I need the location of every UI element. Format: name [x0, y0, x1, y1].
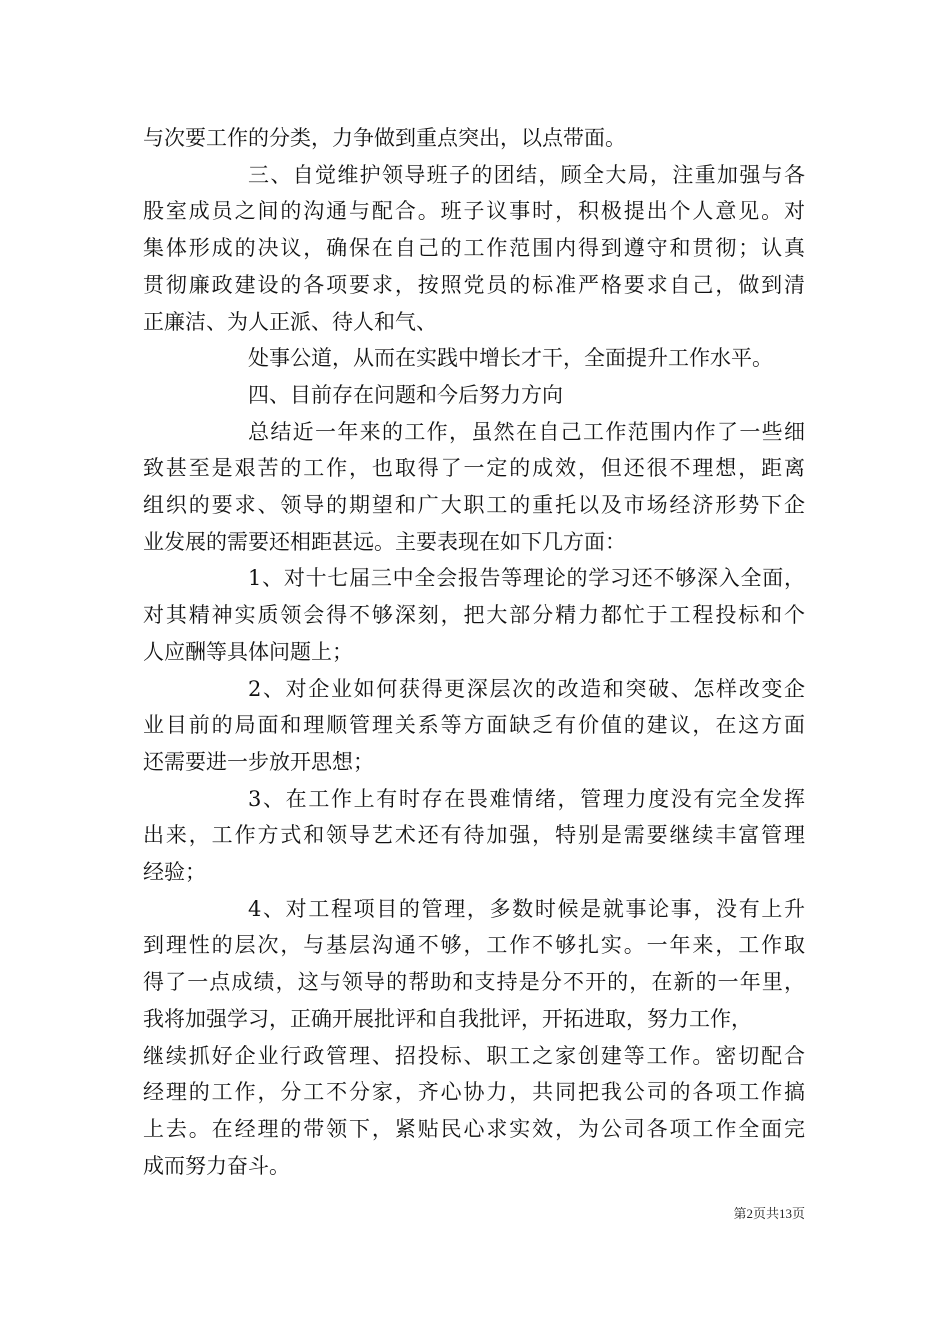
text-line: 股室成员之间的沟通与配合。班子议事时，积极提出个人意见。对	[143, 199, 805, 224]
text-line: 四、目前存在问题和今后努力方向	[248, 382, 563, 407]
text-line: 业发展的需要还相距甚远。主要表现在如下几方面：	[143, 529, 626, 554]
text-line: 得了一点成绩，这与领导的帮助和支持是分不开的，在新的一年里，	[143, 970, 805, 995]
text-line: 1、对十七届三中全会报告等理论的学习还不够深入全面，	[248, 566, 805, 591]
text-line: 4、对工程项目的管理，多数时候是就事论事，没有上升	[248, 896, 805, 921]
text-line: 与次要工作的分类，力争做到重点突出，以点带面。	[143, 126, 626, 150]
text-line: 3、在工作上有时存在畏难情绪，管理力度没有完全发挥	[248, 786, 805, 811]
text-line: 处事公道，从而在实践中增长才干，全面提升工作水平。	[248, 346, 773, 371]
text-line: 出来，工作方式和领导艺术还有待加强，特别是需要继续丰富管理	[143, 823, 805, 848]
text-line: 贯彻廉政建设的各项要求，按照党员的标准严格要求自己，做到清	[143, 272, 805, 297]
text-line: 正廉洁、为人正派、待人和气、	[143, 309, 437, 334]
text-line: 组织的要求、领导的期望和广大职工的重托以及市场经济形势下企	[143, 493, 805, 517]
text-line: 继续抓好企业行政管理、招投标、职工之家创建等工作。密切配合	[143, 1043, 805, 1068]
text-line: 到理性的层次，与基层沟通不够，工作不够扎实。一年来，工作取	[143, 933, 805, 958]
text-line: 成而努力奋斗。	[143, 1153, 290, 1178]
text-line: 人应酬等具体问题上；	[143, 639, 353, 664]
text-line: 还需要进一步放开思想；	[143, 749, 374, 774]
text-line: 致甚至是艰苦的工作，也取得了一定的成效，但还很不理想，距离	[143, 456, 805, 481]
text-line: 经验；	[143, 860, 206, 884]
text-line: 业目前的局面和理顺管理关系等方面缺乏有价值的建议，在这方面	[143, 713, 805, 738]
text-line: 集体形成的决议，确保在自己的工作范围内得到遵守和贯彻；认真	[143, 236, 805, 261]
text-line: 总结近一年来的工作，虽然在自己工作范围内作了一些细	[248, 419, 805, 444]
text-line: 对其精神实质领会得不够深刻，把大部分精力都忙于工程投标和个	[143, 603, 805, 628]
text-line: 2、对企业如何获得更深层次的改造和突破、怎样改变企	[248, 676, 805, 701]
text-line: 我将加强学习，正确开展批评和自我批评，开拓进取，努力工作，	[143, 1006, 752, 1031]
text-line: 经理的工作，分工不分家，齐心协力，共同把我公司的各项工作搞	[143, 1080, 805, 1105]
text-line: 三、自觉维护领导班子的团结，顾全大局，注重加强与各	[248, 162, 805, 187]
page-number: 第2页共13页	[733, 1206, 805, 1221]
text-line: 上去。在经理的带领下，紧贴民心求实效，为公司各项工作全面完	[143, 1116, 805, 1141]
